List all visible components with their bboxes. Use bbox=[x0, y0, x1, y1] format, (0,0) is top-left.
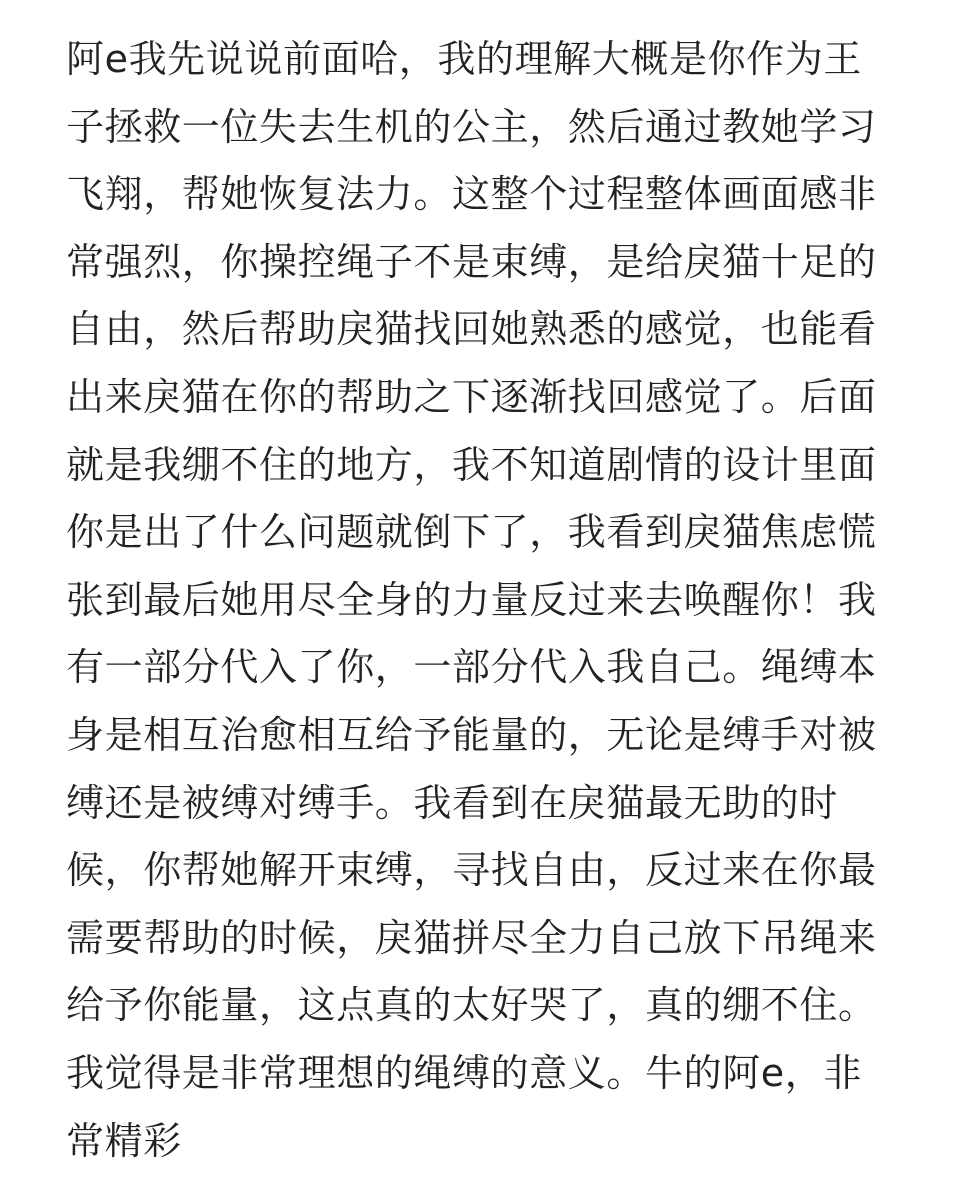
comment-line: 就是我绷不住的地方，我不知道剧情的设计里面 bbox=[66, 442, 877, 487]
comment-line: 子拯救一位失去生机的公主，然后通过教她学习 bbox=[66, 104, 877, 149]
comment-line: 我觉得是非常理想的绳缚的意义。牛的阿e，非 bbox=[66, 1050, 862, 1095]
comment-line: 张到最后她用尽全身的力量反过来去唤醒你！我 bbox=[66, 577, 877, 622]
comment-line: 你是出了什么问题就倒下了，我看到戾猫焦虑慌 bbox=[66, 510, 877, 555]
comment-line: 自由，然后帮助戾猫找回她熟悉的感觉，也能看 bbox=[66, 307, 877, 352]
comment-line: 候，你帮她解开束缚，寻找自由，反过来在你最 bbox=[66, 848, 877, 893]
comment-line: 常精彩 bbox=[66, 1118, 182, 1163]
comment-line: 有一部分代入了你，一部分代入我自己。绳缚本 bbox=[66, 645, 877, 690]
comment-line: 身是相互治愈相互给予能量的，无论是缚手对被 bbox=[66, 712, 877, 757]
comment-line: 常强烈，你操控绳子不是束缚，是给戾猫十足的 bbox=[66, 239, 877, 284]
comment-line: 飞翔，帮她恢复法力。这整个过程整体画面感非 bbox=[66, 172, 877, 217]
comment-line: 需要帮助的时候，戾猫拼尽全力自己放下吊绳来 bbox=[66, 915, 877, 960]
comment-line: 阿e我先说说前面哈，我的理解大概是你作为王 bbox=[66, 37, 862, 81]
clipped-previous-line bbox=[0, 0, 959, 16]
comment-line: 给予你能量，这点真的太好哭了，真的绷不住。 bbox=[66, 983, 877, 1028]
comment-line: 出来戾猫在你的帮助之下逐渐找回感觉了。后面 bbox=[66, 374, 877, 419]
comment-body bbox=[66, 26, 896, 1175]
comment-line: 缚还是被缚对缚手。我看到在戾猫最无助的时 bbox=[66, 780, 839, 825]
